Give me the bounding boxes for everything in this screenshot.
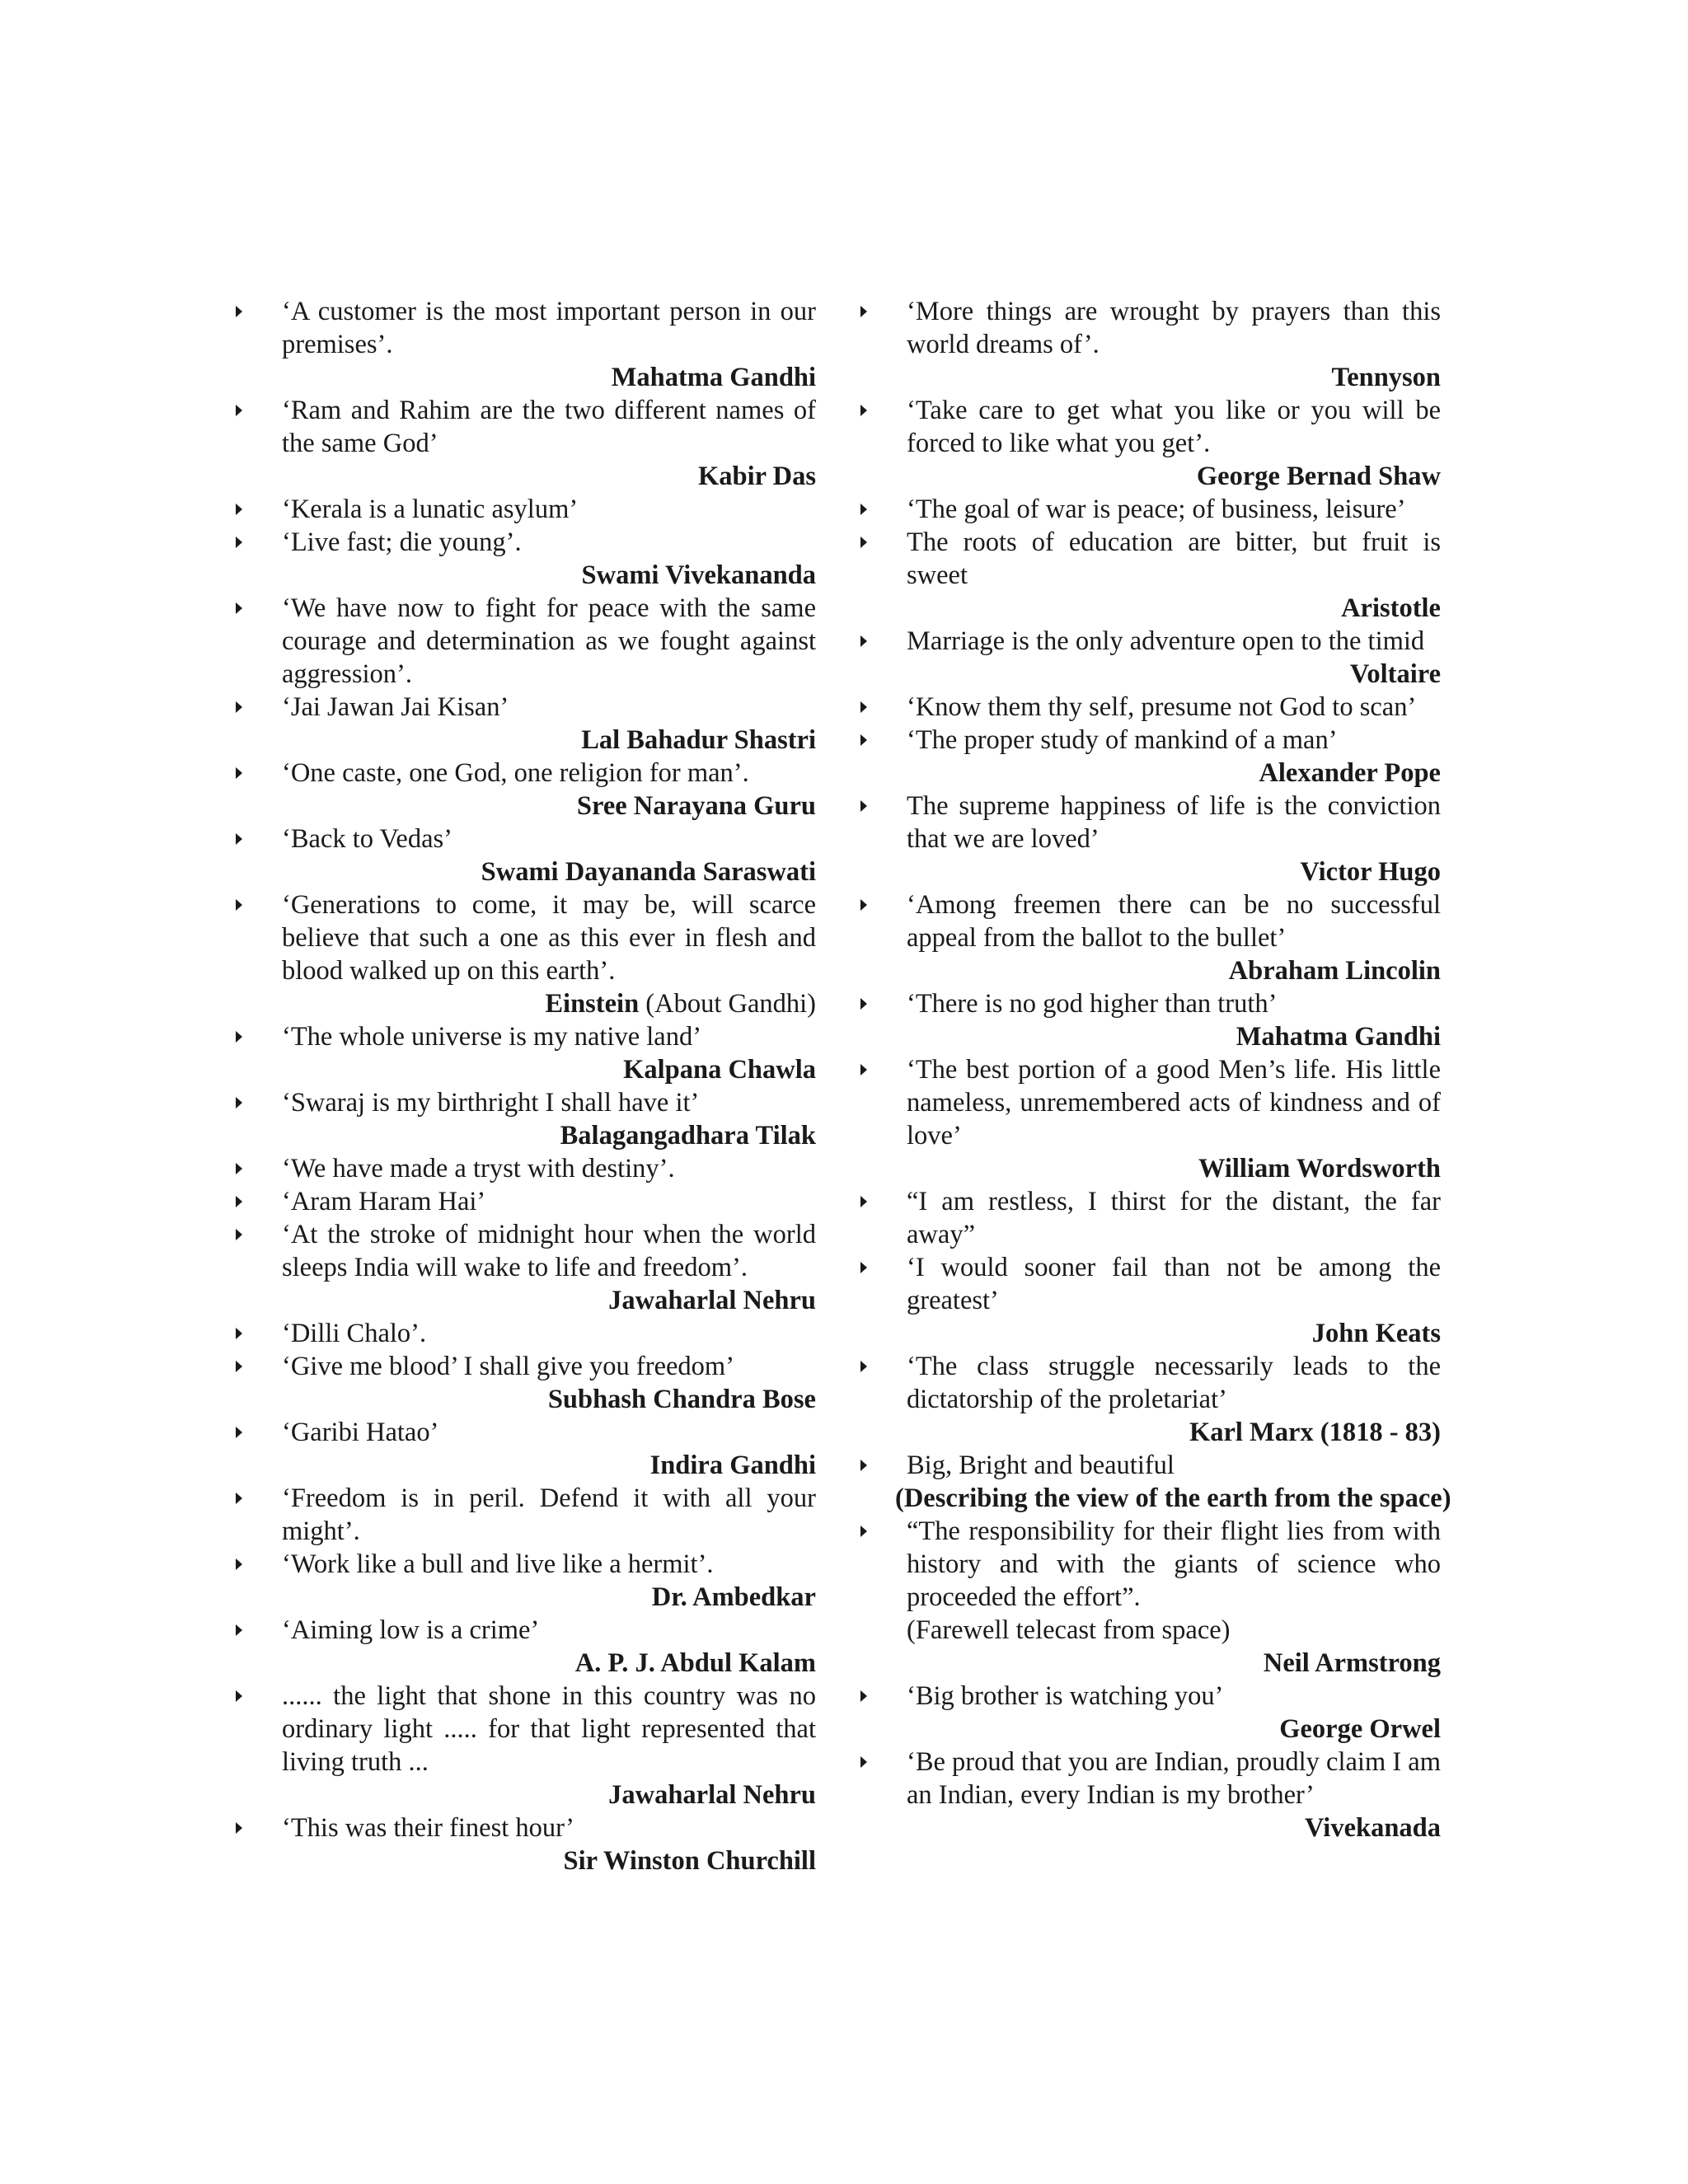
quote-text: ‘Be proud that you are Indian, proudly claim I am an Indian, every Indian is my brother’ — [907, 1747, 1442, 1810]
quote-text: ‘This was their finest hour’ — [282, 1813, 575, 1843]
quote-author: Lal Bahadur Shastri — [581, 725, 816, 755]
bullet-icon — [860, 998, 867, 1010]
quote-author: Swami Dayananda Saraswati — [481, 857, 816, 887]
quote-item — [282, 295, 816, 361]
bullet-icon — [236, 602, 242, 614]
quote-item — [282, 1185, 816, 1218]
quote-author: Balagangadhara Tilak — [560, 1121, 816, 1151]
quote-item — [907, 1185, 1441, 1251]
quote-item — [907, 493, 1441, 526]
bullet-icon — [236, 1493, 242, 1504]
quote-item — [282, 1482, 816, 1548]
bullet-icon — [236, 899, 242, 911]
quote-item — [907, 1053, 1441, 1152]
quote-context-note: (Describing the view of the earth from the space) — [895, 1483, 1451, 1513]
quote-author: Sree Narayana Guru — [576, 791, 816, 821]
quote-text: ‘Know them thy self, presume not God to scan’ — [907, 692, 1417, 722]
quote-text: ‘Among freemen there can be no successful appeal from the ballot to the bullet’ — [907, 890, 1441, 953]
quote-item — [907, 1449, 1441, 1482]
quote-text: ‘More things are wrought by prayers than this world dreams of’. — [907, 297, 1441, 359]
bullet-icon — [860, 1460, 867, 1471]
quote-author: Kalpana Chawla — [623, 1055, 816, 1085]
quote-text: ‘Dilli Chalo’. — [282, 1319, 427, 1348]
quote-item — [282, 592, 816, 691]
quote-item — [907, 888, 1441, 954]
quote-author: Aristotle — [1341, 593, 1441, 623]
quote-text: ‘The proper study of mankind of a man’ — [907, 725, 1338, 755]
quote-text: ‘We have made a tryst with destiny’. — [282, 1154, 675, 1183]
quote-item — [282, 1811, 816, 1844]
bullet-icon — [236, 1624, 242, 1636]
bullet-icon — [236, 1361, 242, 1372]
left-column — [282, 295, 816, 1877]
quote-text: ‘Back to Vedas’ — [282, 824, 452, 854]
quote-text: ‘Take care to get what you like or you will be forced to like what you get’. — [907, 396, 1441, 458]
quote-author: Mahatma Gandhi — [1236, 1022, 1441, 1052]
quote-item — [282, 1416, 816, 1449]
quote-author: Vivekanada — [1305, 1813, 1441, 1843]
quote-text: ‘A customer is the most important person in our premises’. — [282, 297, 816, 359]
quote-author: Swami Vivekananda — [581, 560, 816, 590]
bullet-icon — [236, 833, 242, 845]
quote-author: Jawaharlal Nehru — [608, 1286, 816, 1315]
quote-item — [907, 625, 1441, 658]
quote-text: ‘Jai Jawan Jai Kisan’ — [282, 692, 509, 722]
bullet-icon — [860, 1262, 867, 1273]
right-column — [895, 295, 1451, 1844]
author-name: Einstein — [545, 989, 640, 1019]
quote-author: Kabir Das — [698, 462, 816, 491]
quote-item — [282, 1086, 816, 1119]
quote-author: Voltaire — [1349, 659, 1441, 689]
quote-author: Alexander Pope — [1259, 758, 1441, 788]
quote-text: ‘Big brother is watching you’ — [907, 1681, 1224, 1711]
quote-author — [282, 987, 816, 1020]
quote-author: Dr. Ambedkar — [651, 1582, 816, 1612]
quote-item — [282, 1614, 816, 1647]
quote-text: ‘Freedom is in peril. Defend it with all your might’. — [282, 1483, 816, 1546]
bullet-icon — [236, 405, 242, 416]
quote-author: George Bernad Shaw — [1196, 462, 1441, 491]
quote-author: Indira Gandhi — [649, 1451, 816, 1480]
quote-item — [282, 1548, 816, 1581]
quote-text: ‘Generations to come, it may be, will scarce believe that such a one as this ever in flesh and blood walked up on this earth’. — [282, 890, 816, 986]
bullet-icon — [236, 1822, 242, 1834]
bullet-icon — [860, 635, 867, 647]
quote-item — [907, 295, 1441, 361]
quote-context-note: (Farewell telecast from space) — [907, 1615, 1231, 1645]
bullet-icon — [236, 701, 242, 713]
quote-item — [282, 1020, 816, 1053]
bullet-icon — [236, 306, 242, 317]
quote-text: “The responsibility for their flight lies from with history and with the giants of science who proceeded the effort”. — [907, 1516, 1441, 1612]
bullet-icon — [236, 1558, 242, 1570]
bullet-icon — [236, 1031, 242, 1043]
quote-text: ‘Kerala is a lunatic asylum’ — [282, 494, 579, 524]
quote-text: ...... the light that shone in this country was no ordinary light ..... for that light represented that living truth ... — [282, 1681, 816, 1777]
quote-item — [907, 724, 1441, 757]
quote-text: ‘Aiming low is a crime’ — [282, 1615, 540, 1645]
bullet-icon — [236, 537, 242, 548]
quote-text: ‘Give me blood’ I shall give you freedom’ — [282, 1352, 735, 1381]
quote-text: ‘Swaraj is my birthright I shall have it’ — [282, 1088, 700, 1118]
quote-item — [907, 1251, 1441, 1317]
quote-author: Victor Hugo — [1300, 857, 1441, 887]
bullet-icon — [236, 1690, 242, 1702]
quote-text: Marriage is the only adventure open to the timid — [907, 626, 1425, 656]
quote-item — [282, 394, 816, 460]
bullet-icon — [860, 701, 867, 713]
quote-item — [282, 1317, 816, 1350]
bullet-icon — [860, 537, 867, 548]
quote-author: John Keats — [1311, 1319, 1441, 1348]
quote-text: ‘Ram and Rahim are the two different names of the same God’ — [282, 396, 816, 458]
quote-author: William Wordsworth — [1198, 1154, 1441, 1183]
bullet-icon — [860, 306, 867, 317]
quote-text: ‘The class struggle necessarily leads to the dictatorship of the proletariat’ — [907, 1352, 1441, 1414]
bullet-icon — [236, 1229, 242, 1240]
bullet-icon — [236, 1196, 242, 1207]
quote-author: Karl Marx (1818 - 83) — [1189, 1418, 1441, 1447]
quote-item — [282, 1152, 816, 1185]
bullet-icon — [860, 1690, 867, 1702]
quote-author: Subhash Chandra Bose — [547, 1385, 816, 1414]
quote-item — [907, 691, 1441, 724]
quote-author: Sir Winston Churchill — [563, 1846, 816, 1876]
quote-item — [282, 888, 816, 987]
bullet-icon — [860, 405, 867, 416]
bullet-icon — [236, 1427, 242, 1438]
quote-item — [907, 1350, 1441, 1416]
quote-item — [907, 1746, 1441, 1811]
quote-text: ‘I would sooner fail than not be among the greatest’ — [907, 1253, 1441, 1315]
quote-item — [907, 526, 1441, 592]
bullet-icon — [860, 800, 867, 812]
quote-item — [282, 757, 816, 790]
quote-text: ‘At the stroke of midnight hour when the world sleeps India will wake to life and freedom’. — [282, 1220, 816, 1282]
quote-item — [282, 1680, 816, 1779]
quote-item — [907, 790, 1441, 855]
quote-item — [282, 493, 816, 526]
bullet-icon — [236, 1097, 242, 1108]
quote-author: Abraham Lincolin — [1228, 956, 1441, 986]
bullet-icon — [860, 1064, 867, 1076]
bullet-icon — [236, 1163, 242, 1174]
quote-text: ‘Live fast; die young’. — [282, 527, 522, 557]
quote-author: Neil Armstrong — [1263, 1648, 1441, 1678]
quote-item — [282, 691, 816, 724]
quote-item — [282, 1218, 816, 1284]
quote-item — [907, 987, 1441, 1020]
quote-text: ‘The whole universe is my native land’ — [282, 1022, 702, 1052]
quote-author: Tennyson — [1331, 363, 1441, 392]
quote-item — [907, 1515, 1441, 1614]
quote-text: ‘One caste, one God, one religion for man’. — [282, 758, 749, 788]
bullet-icon — [860, 1526, 867, 1537]
quote-text: ‘The goal of war is peace; of business, leisure’ — [907, 494, 1406, 524]
bullet-icon — [236, 1328, 242, 1339]
quote-text: ‘Garibi Hatao’ — [282, 1418, 439, 1447]
quote-item — [907, 394, 1441, 460]
quote-item — [907, 1680, 1441, 1713]
quote-text: ‘The best portion of a good Men’s life. His little nameless, unremembered acts of kindness and of love’ — [907, 1055, 1441, 1151]
quote-text: ‘Work like a bull and live like a hermit’. — [282, 1549, 714, 1579]
quote-author: George Orwel — [1279, 1714, 1441, 1744]
bullet-icon — [860, 734, 867, 746]
bullet-icon — [860, 1196, 867, 1207]
quote-text: The supreme happiness of life is the conviction that we are loved’ — [907, 791, 1441, 854]
quote-item — [282, 823, 816, 855]
bullet-icon — [860, 1361, 867, 1372]
quote-text: ‘We have now to fight for peace with the same courage and determination as we fought against aggression’. — [282, 593, 816, 689]
quote-text: ‘Aram Haram Hai’ — [282, 1187, 486, 1216]
quote-text: Big, Bright and beautiful — [907, 1451, 1175, 1480]
quote-text: The roots of education are bitter, but fruit is sweet — [907, 527, 1441, 590]
bullet-icon — [860, 504, 867, 515]
bullet-icon — [860, 1756, 867, 1768]
quote-author: Mahatma Gandhi — [611, 363, 816, 392]
quote-item — [282, 526, 816, 559]
quote-item — [282, 1350, 816, 1383]
bullet-icon — [860, 899, 867, 911]
quote-author: Jawaharlal Nehru — [608, 1780, 816, 1810]
quote-text: “I am restless, I thirst for the distant, the far away” — [907, 1187, 1441, 1249]
author-note: (About Gandhi) — [639, 989, 816, 1019]
bullet-icon — [236, 767, 242, 779]
bullet-icon — [236, 504, 242, 515]
quote-text: ‘There is no god higher than truth’ — [907, 989, 1278, 1019]
quote-author: A. P. J. Abdul Kalam — [574, 1648, 816, 1678]
